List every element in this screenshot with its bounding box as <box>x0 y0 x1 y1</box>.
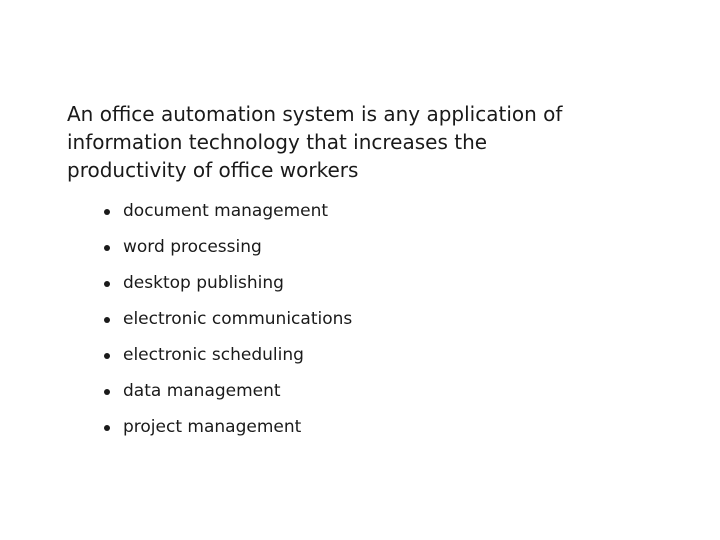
intro-line-1: An office automation system is any application of <box>67 102 563 126</box>
bullet-dot-icon <box>104 281 110 287</box>
bullet-text: data management <box>123 381 281 401</box>
bullet-dot-icon <box>104 353 110 359</box>
bullet-text: document management <box>123 201 329 221</box>
bullet-dot-icon <box>104 317 110 323</box>
bullet-text: electronic scheduling <box>123 345 304 365</box>
bullet-dot-icon <box>104 425 110 431</box>
bullet-text: electronic communications <box>123 309 353 329</box>
bullet-text: desktop publishing <box>123 273 284 293</box>
bullet-dot-icon <box>104 389 110 395</box>
intro-paragraph <box>67 100 627 184</box>
bullet-text: project management <box>123 417 302 437</box>
intro-line-2: information technology that increases the <box>67 130 488 154</box>
intro-line-3: productivity of office workers <box>67 158 359 182</box>
bullet-dot-icon <box>104 209 110 215</box>
bullet-text: word processing <box>123 237 262 257</box>
bullet-dot-icon <box>104 245 110 251</box>
